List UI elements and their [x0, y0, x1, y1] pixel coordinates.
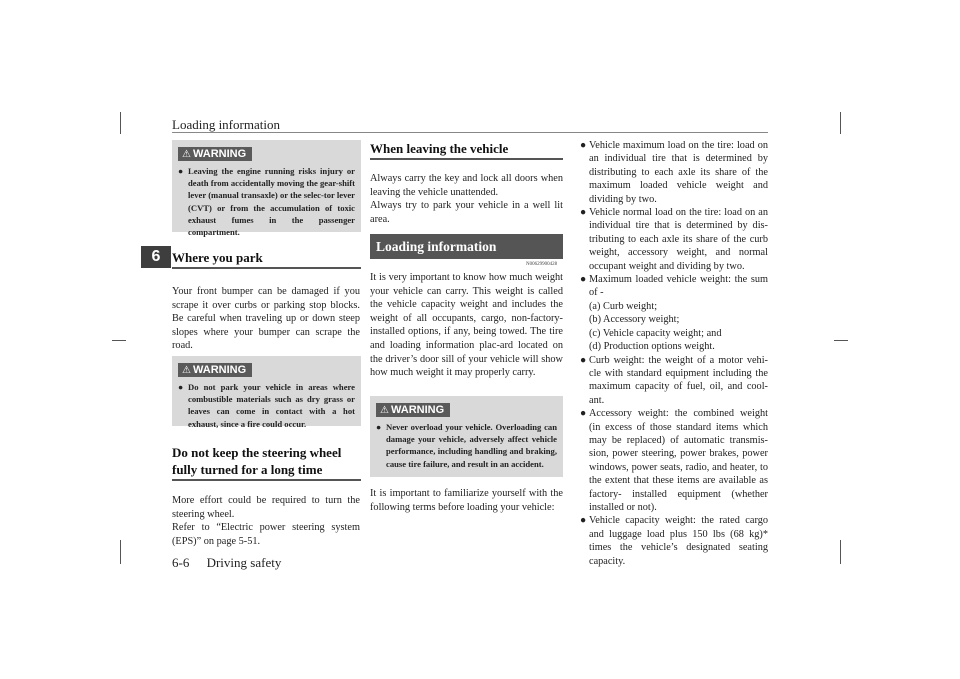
warning-box-overload: [370, 396, 563, 477]
heading-steering: Do not keep the steering wheel fully turned for a long time: [172, 444, 361, 478]
loading-paragraph: It is very important to know how much weight your vehicle can carry. This weight is called the vehicle capacity weight and includes the weight of all occupants, cargo, non-factory-installed options, if any, being towed. The tire and loading information plac-ard located on the driver’s door sill of your vehicle will show how much weight it may properly carry.: [370, 272, 563, 379]
bullet-icon: ●: [580, 207, 587, 219]
warning-triangle-icon: ⚠: [182, 365, 191, 376]
warning-box-park: [172, 356, 361, 429]
park-paragraph: Your front bumper can be damaged if you scrape it over curbs or parking stop blocks. Be careful when traveling up or down steep slopes where your bumper can scrape the road.: [172, 286, 360, 352]
sum-line: (c) Vehicle capacity weight; and: [589, 327, 722, 339]
bullet-icon: ●: [580, 140, 587, 151]
warning-badge: ⚠ WARNING: [376, 403, 450, 417]
list-item: ● Vehicle capacity weight: the rated cargo and luggage load plus 150 lbs (68 kg)* times the vehicle’s designated seating capacity.: [580, 515, 768, 567]
list-item: ● Curb weight: the weight of a motor vehi-cle with standard equipment including the maximum capacity of fuel, oil, and cool-ant.: [580, 354, 768, 406]
sum-line: (d) Production options weight.: [589, 341, 715, 353]
list-item: ● Vehicle maximum load on the tire: load on an individual tire that is determined by distributing to each axle its share of the maximum loaded vehicle weight and dividing by two.: [580, 140, 768, 205]
page-number: 6-6: [172, 555, 190, 570]
bullet-icon: ●: [580, 408, 587, 420]
warning-badge: ⚠ WARNING: [178, 363, 252, 377]
page-title: Loading information: [172, 117, 280, 132]
crop-mark: [120, 112, 121, 134]
definitions-list: [580, 139, 768, 568]
title-rule: [172, 132, 768, 133]
sum-line: (a) Curb weight;: [589, 300, 658, 312]
crop-mark: [840, 112, 841, 134]
section-name: Driving safety: [206, 555, 282, 570]
section-code: N00629900428: [526, 262, 558, 267]
warning-triangle-icon: ⚠: [182, 149, 191, 160]
crop-mark: [840, 540, 841, 564]
steering-paragraph: More effort could be required to turn the steering wheel.: [172, 495, 360, 520]
bullet-icon: ●: [580, 515, 587, 527]
crop-mark: [120, 540, 121, 564]
warning-triangle-icon: ⚠: [380, 405, 389, 416]
list-item: ● Maximum loaded vehicle weight: the sum of - (a) Curb weight; (b) Accessory weight; (c) Vehicle capacity weight; and (d) Production options weight.: [580, 274, 768, 353]
terms-paragraph: It is important to familiarize yourself with the following terms before loading your vehicle:: [370, 488, 563, 513]
list-item: ● Accessory weight: the combined weight (in excess of those standard items which may be replaced) of automatic transmis-sion, power steering, power brakes, power windows, power seats, radio, and heater, to the extent that these items are available as factory- installed equipment (whether installed or not).: [580, 408, 768, 513]
chapter-tab: 6: [141, 246, 171, 268]
page-footer: [172, 555, 295, 571]
bullet-icon: ●: [376, 422, 382, 432]
heading-loading-information: Loading information: [370, 234, 563, 259]
bullet-icon: ●: [580, 274, 587, 286]
warning-badge: ⚠ WARNING: [178, 147, 252, 161]
crop-mark: [834, 340, 848, 341]
steering-reference: Refer to “Electric power steering system (EPS)” on page 5-51.: [172, 522, 360, 547]
list-item: ● Vehicle normal load on the tire: load on an individual tire that is determined by dis-tributing to each axle its share of the curb weight, accessory weight, and normal occupant weight and dividing by two.: [580, 207, 768, 272]
bullet-icon: ●: [178, 166, 184, 176]
warning-text: ● Never overload your vehicle. Overloading can damage your vehicle, adversely affect vehicle performance, including handling and braking, cause tire failure, and result in an accident.: [376, 422, 557, 469]
bullet-icon: ●: [580, 354, 587, 366]
bullet-icon: ●: [178, 382, 184, 392]
leaving-paragraph-2: Always try to park your vehicle in a well lit area.: [370, 200, 563, 225]
warning-text: ● Leaving the engine running risks injury or death from accidentally moving the gear-shift lever (manual transaxle) or the selec-tor lever (CVT) or from the accumulation of toxic exhaust fumes in the passenger compartment.: [178, 166, 355, 238]
warning-box-engine: [172, 140, 361, 238]
leaving-paragraph-1: Always carry the key and lock all doors when leaving the vehicle unattended.: [370, 173, 563, 198]
heading-where-you-park: Where you park: [172, 250, 361, 266]
crop-mark: [112, 340, 126, 341]
warning-text: ● Do not park your vehicle in areas where combustible materials such as dry grass or leaves can come in contact with a hot exhaust, since a fire could occur.: [178, 382, 355, 429]
heading-when-leaving: When leaving the vehicle: [370, 141, 563, 157]
sum-line: (b) Accessory weight;: [589, 314, 680, 326]
